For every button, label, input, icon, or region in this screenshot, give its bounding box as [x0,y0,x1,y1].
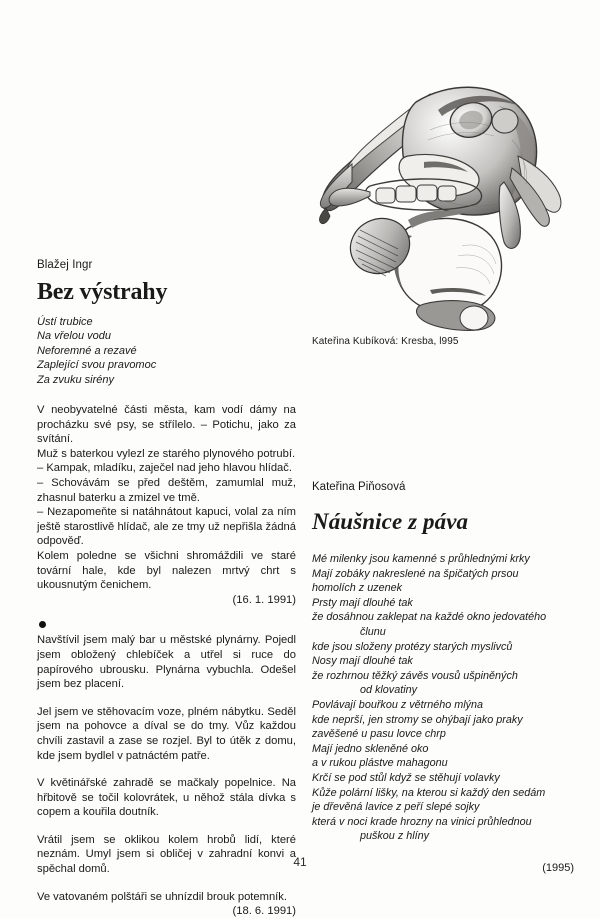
prose-paragraph: – Schovávám se před deštěm, zamumlal muž, zhasnul baterku a zmizel ve tmě. [37,477,296,504]
epigraph-line: Zaplející svou pravomoc [37,359,157,372]
verse-line: kde neprší, jen stromy se ohýbají jako praky [312,713,523,726]
prose-paragraph: Navštívil jsem malý bar u městské plynárny. Pojedl jsem obložený chlebíček a utřel si ruce do papírového ubrousku. Plynárna vybuchla. Odešel jsem bez placení. [37,634,296,691]
bullet-separator-icon [39,621,46,628]
verse-line: puškou z hlíny [360,830,430,843]
prose-paragraph: V květinářské zahradě se mačkaly popelnice. Na hřbitově se točil kolovrátek, u něhož stála dívka s copem a kouřila doutník. [37,777,296,819]
prose-paragraph: Muž s baterkou vylezl ze starého plynového potrubí. [37,447,296,460]
epigraph-line: Na vřelou vodu [37,330,111,343]
verse-line: od klovatiny [360,684,418,697]
epigraph-line: Za zvuku sirény [37,373,115,386]
verse-line: která v noci krade hrozny na vinici průhlednou [312,815,532,828]
poem-epigraph [37,315,296,387]
prose-block-two [37,633,296,919]
verse-line: Povlávají bouřkou z větrného mlýna [312,698,484,711]
epigraph-line: Neforemné a rezavé [37,344,137,357]
page-number: 41 [293,855,307,869]
verse-line: kde jsou složeny protézy starých myslivců [312,640,513,653]
epigraph-line: Ústí trubice [37,316,93,328]
verse-line: je dřevěná lavice z peří slepé sojky [312,801,480,814]
prose-paragraph: Jel jsem ve stěhovacím voze, plném nábytku. Seděl jsem na pohovce a díval se do tmy. Vůz každou chvíli zastavil a zase se rozjel. Byl to útěk z domu, kde jsem bydlel v patnáctém patře. [37,705,296,762]
verse-line: homolích z uzenek [312,582,403,595]
date-stamp-two: (18. 6. 1991) [232,905,296,918]
poem-author-pinosova: Kateřina Piňosová [312,481,406,493]
verse-line: zavěšené u pasu lovce chrp [312,728,446,741]
verse-line: Mé milenky jsou kamenné s průhlednými krky [312,553,530,565]
prose-paragraph: – Nezapomeňte si natáhnátout kapuci, volal za ním ještě starostlivě hlídač, ale ze tmy už nepřišla žádná odpověď. [37,506,296,548]
verse-line: Mají zobáky nakreslené na špičatých prsou [312,567,519,580]
illustration-figure [312,60,574,332]
verse-line: Nosy mají dlouhé tak [312,655,413,668]
prose-block-one [37,403,296,607]
poem-year: (1995) [542,861,574,874]
prose-paragraph: Vrátil jsem se oklikou kolem hrobů lidí, které neznám. Umyl jsem si obličej v zahradní konvi a spěchal domů. [37,833,296,876]
illustration-caption: Kateřina Kubíková: Kresba, l995 [312,336,459,347]
poem-title-nausnice-z-pava: Náušnice z páva [312,509,469,534]
verse-line: Krčí se pod stůl když se stěhují volavky [312,771,500,784]
verse-line: člunu [360,625,386,638]
poem-verse-body [312,552,574,875]
prose-paragraph: V neobyvatelné části města, kam vodí dámy na procházku své psy, se střílelo. – Potichu, jako za svítání. [37,404,296,446]
left-column [37,258,296,919]
verse-line: že rozhrnou těžký závěs vousů ušpiněných [312,669,518,682]
poem-two-block [312,480,574,875]
verse-line: a v rukou plástve mahagonu [312,757,448,770]
poem-title-bez-vystrahy: Bez výstrahy [37,279,168,305]
pencil-drawing-illustration [312,60,574,332]
verse-line: Kůže polární lišky, na kterou si každý den sedám [312,786,546,799]
verse-line: Prsty mají dlouhé tak [312,596,413,609]
verse-line: Mají jedno skleněné oko [312,742,429,755]
right-column [312,60,574,875]
prose-paragraph: Kolem poledne se všichni shromáždili ve staré tovární hale, kde byl nalezen mrtvý chrt s ukousnutým čenichem. [37,549,296,592]
prose-paragraph: Ve vatovaném polštáři se uhnízdil brouk potemník. [37,890,287,903]
prose-paragraph: – Kampak, mladíku, zaječel nad jeho hlavou hlídač. [37,462,292,475]
date-stamp-one: (16. 1. 1991) [232,593,296,606]
poem-author-ingr: Blažej Ingr [37,259,93,271]
verse-line: že dosáhnou zaklepat na každé okno jedovatého [312,611,547,624]
